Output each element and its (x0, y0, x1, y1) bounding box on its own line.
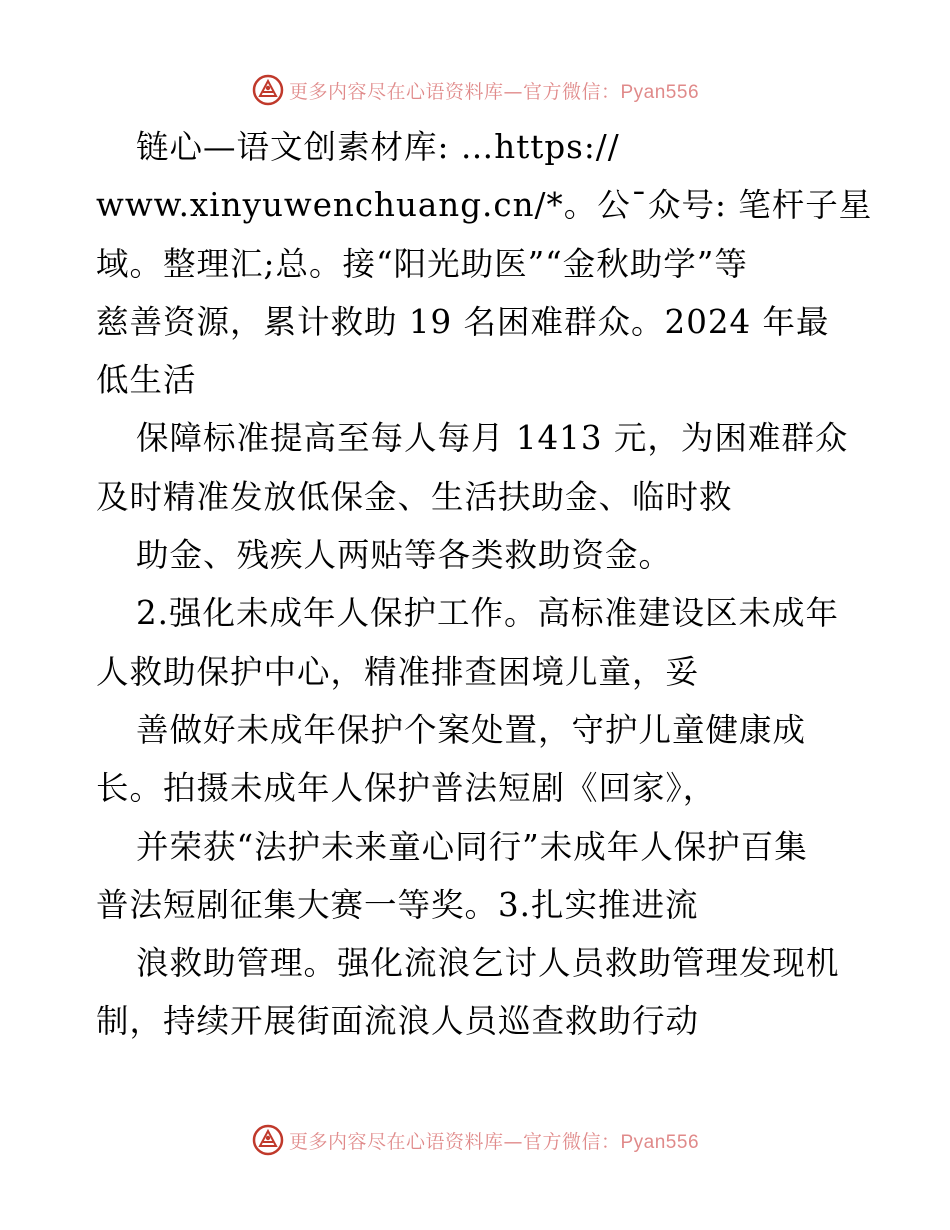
red-seal-logo-icon (251, 73, 285, 107)
text-line: 人救助保护中心，精准排查困境儿童，妥 (96, 652, 700, 691)
text-line: 善做好未成年保护个案处置，守护儿童健康成 (136, 710, 807, 749)
text-line: 浪救助管理。强化流浪乞讨人员救助管理发现机 (136, 944, 840, 983)
watermark-text: 更多内容尽在心语资料库—官方微信：Pyan556 (288, 80, 700, 103)
footer-watermark (0, 1120, 950, 1160)
document-body (96, 118, 873, 1051)
text-line: 并荣获“法护未来童心同行”未成年人保护百集 (136, 827, 808, 866)
text-line: 2.强化未成年人保护工作。高标准建设区未成年 (136, 594, 840, 633)
text-line: 低生活 (96, 361, 197, 400)
text-line: 助金、残疾人两贴等各类救助资金。 (136, 536, 673, 575)
text-line: 链心—语文创素材库: …https:// (136, 128, 620, 166)
text-line: 保障标准提高至每人每月 1413 元，为困难群众 (136, 419, 849, 458)
red-seal-logo-icon (251, 1123, 285, 1157)
text-line: www.xinyuwenchuang.cn/*。公¯众号: 笔杆子星 (96, 186, 873, 225)
text-line: 及时精准发放低保金、生活扶助金、临时救 (96, 477, 733, 516)
header-watermark (0, 70, 950, 110)
text-line: 制，持续开展街面流浪人员巡查救助行动 (96, 1002, 700, 1041)
text-line: 域。整理汇;总。接“阳光助医”“金秋助学”等 (96, 244, 748, 283)
text-line: 长。拍摄未成年人保护普法短剧《回家》， (96, 769, 717, 808)
text-line: 慈善资源，累计救助 19 名困难群众。2024 年最 (96, 302, 830, 341)
text-line: 普法短剧征集大赛一等奖。3.扎实推进流 (96, 885, 699, 924)
watermark-text: 更多内容尽在心语资料库—官方微信：Pyan556 (288, 1130, 700, 1153)
